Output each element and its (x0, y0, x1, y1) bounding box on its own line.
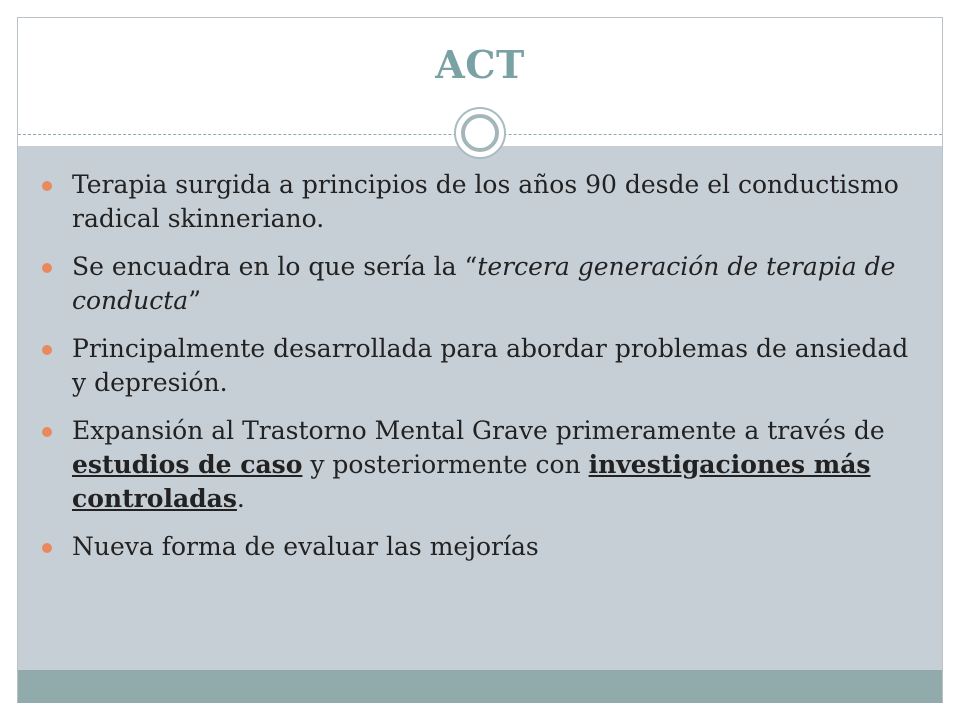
bullet-text: Nueva forma de evaluar las mejorías (72, 532, 539, 561)
controlled-research-link[interactable]: investigaciones más controladas (72, 450, 871, 513)
slide-title: ACT (435, 42, 525, 87)
bullet-item (42, 250, 922, 318)
footer-band (18, 670, 942, 703)
bullet-item (42, 332, 922, 400)
bullet-list (42, 168, 922, 578)
case-studies-link[interactable]: estudios de caso (72, 450, 303, 479)
bullet-text: Principalmente desarrollada para abordar problemas de ansiedad y depresión. (72, 334, 909, 397)
bullet-text-part: . (236, 484, 245, 513)
bullet-item (42, 414, 922, 516)
bullet-text-suffix: ” (188, 286, 201, 315)
bullet-dot-icon (42, 345, 52, 355)
bullet-item (42, 530, 922, 564)
bullet-dot-icon (42, 263, 52, 273)
inner-ring (461, 114, 499, 152)
bullet-text-prefix: Se encuadra en lo que sería la “ (72, 252, 478, 281)
bullet-dot-icon (42, 427, 52, 437)
bullet-dot-icon (42, 181, 52, 191)
circle-ring-icon (454, 107, 506, 159)
bullet-text-part: Expansión al Trastorno Mental Grave primeramente a través de (72, 416, 885, 445)
bullet-text: Terapia surgida a principios de los años 90 desde el conductismo radical skinneriano. (72, 170, 899, 233)
bullet-italic-phrase: tercera generación de terapia de conducta (72, 252, 896, 315)
bullet-dot-icon (42, 543, 52, 553)
bullet-text-part: y posteriormente con (302, 450, 589, 479)
bullet-item (42, 168, 922, 236)
